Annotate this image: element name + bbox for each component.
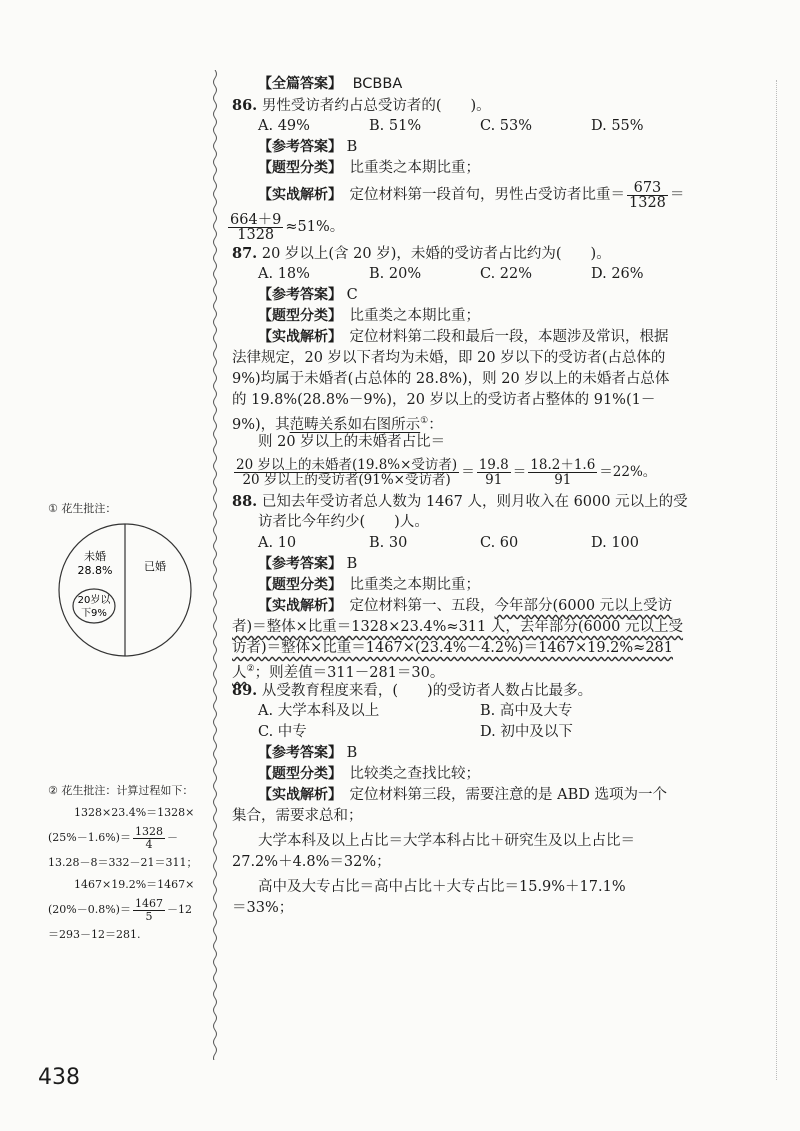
question-89-stem	[232, 680, 702, 701]
full-answers-line	[232, 74, 702, 95]
fraction: $\frac{18.2+1.6}{91}$	[530, 457, 596, 488]
type-value: 比较类之查找比较；	[349, 766, 480, 782]
option-c: C. 22%	[480, 266, 533, 282]
option-a: A. 18%	[258, 266, 310, 282]
full-answers-value: BCBBA	[352, 76, 403, 92]
question-text: 访者比今年约少( )人。	[258, 514, 429, 530]
footnote-marker: ②	[246, 664, 255, 674]
answer-value: B	[346, 745, 358, 761]
answer-value: B	[346, 556, 358, 572]
option-c: C. 中专	[258, 724, 307, 740]
pie-label-under20-1: 20岁以	[77, 595, 111, 606]
option-d: D. 100	[591, 535, 640, 551]
pie-label-unmarried-pct: 28.8%	[77, 564, 113, 577]
analysis-line: 【实战解析】 定位材料第一、五段，今年部分(6000 元以上受访	[258, 598, 673, 614]
type-value: 比重类之本期比重；	[349, 577, 480, 593]
fraction: $\frac{1467}{5}$	[134, 896, 163, 923]
side-note-line: 13.28－8＝332－21＝311；	[48, 856, 198, 869]
question-number: 88.	[232, 493, 258, 510]
type-line	[232, 306, 702, 327]
page-number: 438	[38, 1065, 80, 1090]
analysis-line	[232, 327, 702, 348]
highlighted-text: 今年部分(6000 元以上受访	[494, 598, 673, 614]
fraction: $\frac{1328}{4}$	[134, 824, 163, 851]
highlighted-text: 访者)＝整体×比重＝1467×(23.4%－4.2%)＝1467×19.2%≈281	[232, 640, 674, 656]
analysis-label: 【实战解析】	[258, 787, 335, 803]
analysis-line: 法律规定，20 岁以下者均为未婚，即 20 岁以下的受访者(占总体的	[232, 350, 666, 366]
question-number: 86.	[232, 97, 258, 114]
analysis-label: 【实战解析】	[258, 329, 335, 345]
fraction: $\frac{664+9}{1328}$	[230, 211, 282, 243]
analysis-line: 集合，需要求总和；	[232, 808, 363, 824]
pie-label-unmarried: 未婚	[84, 550, 106, 563]
type-line	[232, 158, 702, 179]
option-a: A. 大学本科及以上	[258, 703, 380, 719]
side-note-title: ② 花生批注：计算过程如下：	[48, 784, 194, 797]
wavy-divider	[212, 70, 218, 1060]
highlighted-text: 者)＝整体×比重＝1328×23.4%≈311 人，去年部分(6000 元以上受	[232, 619, 684, 635]
main-column	[232, 74, 702, 919]
option-b: B. 30	[369, 535, 408, 551]
answer-line	[232, 743, 702, 764]
analysis-line: 【实战解析】 定位材料第一段首句，男性占受访者比重＝ $\frac{673}{1328}$ ＝	[258, 179, 685, 211]
question-86-stem	[232, 95, 702, 116]
answer-label: 【参考答案】	[258, 287, 342, 303]
analysis-line: 【实战解析】 定位材料第三段，需要注意的是 ABD 选项为一个	[258, 787, 667, 803]
option-b: B. 高中及大专	[480, 703, 573, 719]
question-text: 从受教育程度来看，( )的受访者人数占比最多。	[261, 683, 593, 699]
pie-label-under20-2: 下9%	[81, 608, 107, 619]
option-b: B. 51%	[369, 118, 422, 134]
answer-line	[232, 137, 702, 158]
analysis-line: 大学本科及以上占比＝大学本科占比＋研究生及以上占比＝	[258, 833, 635, 849]
analysis-line: 的 19.8%(28.8%－9%)，20 岁以上的受访者占整体的 91%(1－	[232, 392, 656, 408]
question-88-options	[232, 533, 702, 554]
analysis-text: ≈51%。	[285, 219, 345, 235]
analysis-line	[226, 211, 702, 243]
type-value: 比重类之本期比重；	[349, 308, 480, 324]
type-label: 【题型分类】	[258, 766, 335, 782]
analysis-text: 定位材料第二段和最后一段，本题涉及常识，根据	[349, 329, 669, 345]
fraction: $\frac{673}{1328}$	[629, 179, 666, 211]
analysis-line: 27.2%＋4.8%＝32%；	[232, 854, 391, 870]
side-note-line: (20%－0.8%)＝ $\frac{1467}{5}$ －12	[48, 896, 192, 923]
side-note-1	[48, 498, 116, 520]
side-note-line: 1467×19.2%＝1467×	[74, 878, 195, 891]
analysis-line: 则 20 岁以上的未婚者占比＝	[258, 434, 446, 450]
option-a: A. 49%	[258, 118, 310, 134]
analysis-line: ＝33%；	[232, 900, 294, 916]
answer-label: 【参考答案】	[258, 139, 342, 155]
marriage-pie-diagram	[55, 520, 195, 660]
fraction: $\frac{\text{20 岁以上的未婚者(19.8\%×受访者)}}{\text{20 岁以上的受访者(91\%×受访者)}}$	[236, 457, 458, 488]
question-text: 20 岁以上(含 20 岁)，未婚的受访者占比约为( )。	[261, 246, 611, 262]
analysis-label: 【实战解析】	[258, 187, 335, 203]
question-89-options	[232, 722, 702, 743]
option-d: D. 初中及以下	[480, 724, 573, 740]
answer-label: 【参考答案】	[258, 745, 342, 761]
diagram-reference: 范畴关系如右图所示	[289, 416, 421, 433]
side-note-line: 1328×23.4%＝1328×	[74, 806, 195, 819]
full-answers-label: 【全篇答案】	[258, 76, 342, 92]
analysis-line: 9%)均属于未婚者(占总体的 28.8%)，则 20 岁以上的未婚者占总体	[232, 371, 670, 387]
option-d: D. 26%	[591, 266, 644, 282]
side-note-title: ① 花生批注：	[48, 502, 117, 515]
answer-value: B	[346, 139, 358, 155]
analysis-line: 9%)，其范畴关系如右图所示①：	[232, 416, 443, 433]
question-87-options	[232, 264, 702, 285]
option-b: B. 20%	[369, 266, 422, 282]
analysis-label: 【实战解析】	[258, 598, 335, 614]
option-c: C. 60	[480, 535, 519, 551]
answer-line	[232, 554, 702, 575]
question-number: 89.	[232, 682, 258, 699]
question-88-stem	[232, 491, 702, 512]
side-note-2	[48, 780, 208, 946]
type-label: 【题型分类】	[258, 308, 335, 324]
answer-label: 【参考答案】	[258, 556, 342, 572]
question-86-options	[232, 116, 702, 137]
option-c: C. 53%	[480, 118, 533, 134]
type-value: 比重类之本期比重；	[349, 160, 480, 176]
type-label: 【题型分类】	[258, 160, 335, 176]
question-number: 87.	[232, 245, 258, 262]
answer-line	[232, 285, 702, 306]
option-d: D. 55%	[591, 118, 644, 134]
answer-value: C	[346, 287, 358, 303]
question-text: 男性受访者约占总受访者的( )。	[261, 98, 491, 114]
footnote-marker: ①	[420, 416, 429, 426]
fraction: $\frac{19.8}{91}$	[478, 457, 509, 488]
type-line	[232, 575, 702, 596]
question-89-options	[232, 701, 702, 722]
question-87-stem	[232, 243, 702, 264]
type-label: 【题型分类】	[258, 577, 335, 593]
question-text: 已知去年受访者总人数为 1467 人，则月收入在 6000 元以上的受	[261, 494, 688, 510]
analysis-line: 人②；则差值＝311－281＝30。	[232, 664, 445, 681]
analysis-line: 高中及大专占比＝高中占比＋大专占比＝15.9%＋17.1%	[258, 879, 626, 895]
type-line	[232, 764, 702, 785]
side-note-line: (25%－1.6%)＝ $\frac{1328}{4}$ －	[48, 824, 178, 851]
analysis-text: 定位材料第一段首句，男性占受访者比重＝	[349, 187, 625, 203]
margin-dotted-line	[776, 80, 777, 1080]
option-a: A. 10	[258, 535, 297, 551]
side-note-line: ＝293－12＝281.	[48, 928, 141, 941]
equation-line: $\frac{\text{20 岁以上的未婚者(19.8\%×受访者)}}{\text{20 岁以上的受访者(91\%×受访者)}}$ ＝ $\frac{19.8}{91}$ ＝ $\frac{18.2+1.6}{91}$ ＝22%。	[236, 457, 657, 488]
pie-label-married: 已婚	[144, 560, 166, 573]
